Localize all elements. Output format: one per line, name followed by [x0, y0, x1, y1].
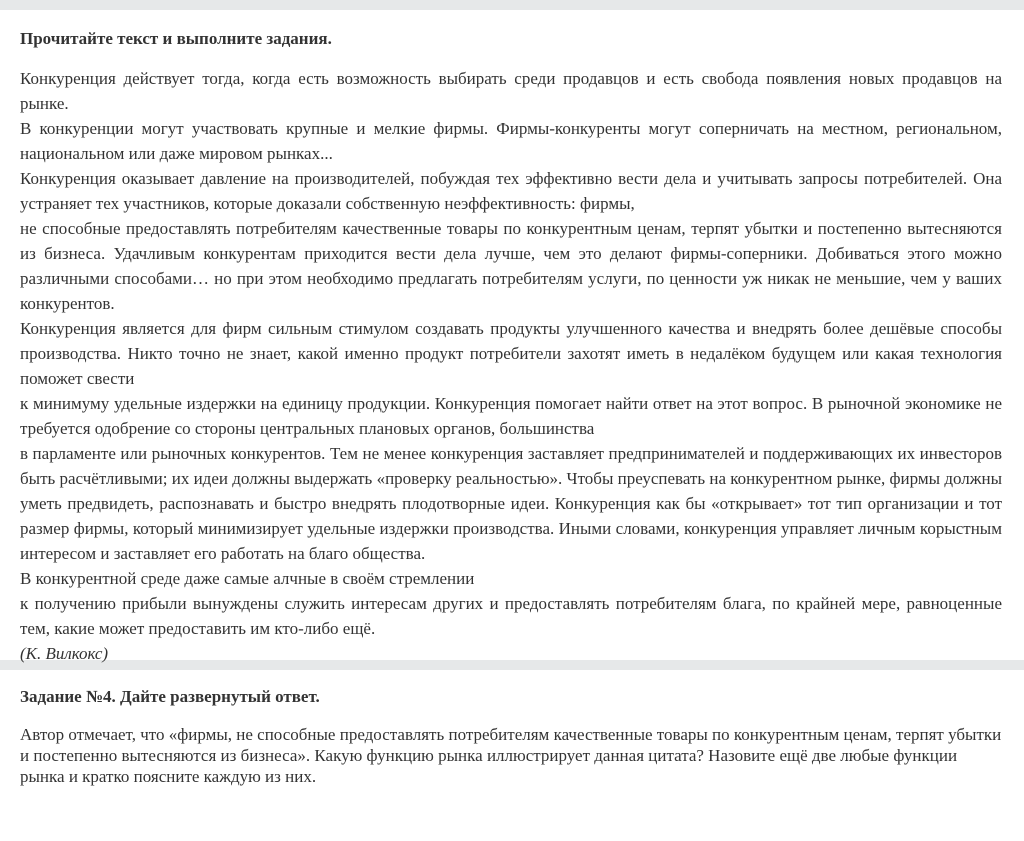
paragraph-5: Конкуренция является для фирм сильным стимулом создавать продукты улучшенного качества и внедрять более дешёвые способы производства. Никто точно не знает, какой именно продукт потребители захотят иметь в недалёком будущем или какая технология поможет свести	[20, 319, 1002, 388]
paragraph-8: В конкурентной среде даже самые алчные в своём стремлении	[20, 569, 475, 588]
paragraph-1: Конкуренция действует тогда, когда есть возможность выбирать среди продавцов и есть свобода появления новых продавцов на рынке.	[20, 69, 1002, 113]
paragraph-4: не способные предоставлять потребителям качественные товары по конкурентным ценам, терпят убытки и постепенно вытесняются из бизнеса. Удачливым конкурентам приходится вести дела лучше, чем это делают фирмы-соперники. Добиваться этого можно различными способами… но при этом необходимо предлагать потребителям услуги, по ценности уж никак не меньшие, чем у ваших конкурентов.	[20, 219, 1002, 313]
paragraph-7: в парламенте или рыночных конкурентов. Тем не менее конкуренция заставляет предпринимателей и поддерживающих их инвесторов быть расчётливыми; их идеи должны выдержать «проверку реальностью». Чтобы преуспевать на конкурентном рынке, фирмы должны уметь предвидеть, распознавать и быстро внедрять плодотворные идеи. Конкуренция как бы «открывает» тот тип организации и тот размер фирмы, который минимизирует удельные издержки производства. Иными словами, конкуренция управляет личным корыстным интересом и заставляет его работать на благо общества.	[20, 444, 1002, 563]
paragraph-6: к минимуму удельные издержки на единицу продукции. Конкуренция помогает найти ответ на этот вопрос. В рыночной экономике не требуется одобрение со стороны центральных плановых органов, большинства	[20, 394, 1002, 438]
paragraph-3: Конкуренция оказывает давление на производителей, побуждая тех эффективно вести дела и учитывать запросы потребителей. Она устраняет тех участников, которые доказали собственную неэффективность: фирмы,	[20, 169, 1002, 213]
task-section	[0, 670, 1024, 787]
author-attribution: (К. Вилкокс)	[20, 644, 109, 663]
task-question: Автор отмечает, что «фирмы, не способные предоставлять потребителям качественные товары по конкурентным ценам, терпят убытки и постепенно вытесняются из бизнеса». Какую функцию рынка иллюстрирует данная цитата? Назовите ещё две любые функции рынка и кратко поясните каждую из них.	[20, 725, 1002, 786]
middle-divider	[0, 660, 1024, 670]
reading-section	[0, 10, 1024, 663]
top-divider	[0, 0, 1024, 10]
paragraph-9: к получению прибыли вынуждены служить интересам других и предоставлять потребителям блага, по крайней мере, равноценные тем, какие может предоставить им кто-либо ещё.	[20, 594, 1002, 638]
task-heading: Задание №4. Дайте развернутый ответ.	[20, 687, 320, 706]
paragraph-2: В конкуренции могут участвовать крупные и мелкие фирмы. Фирмы-конкуренты могут соперничать на местном, региональном, национальном или даже мировом рынках...	[20, 119, 1002, 163]
reading-heading: Прочитайте текст и выполните задания.	[20, 29, 332, 48]
